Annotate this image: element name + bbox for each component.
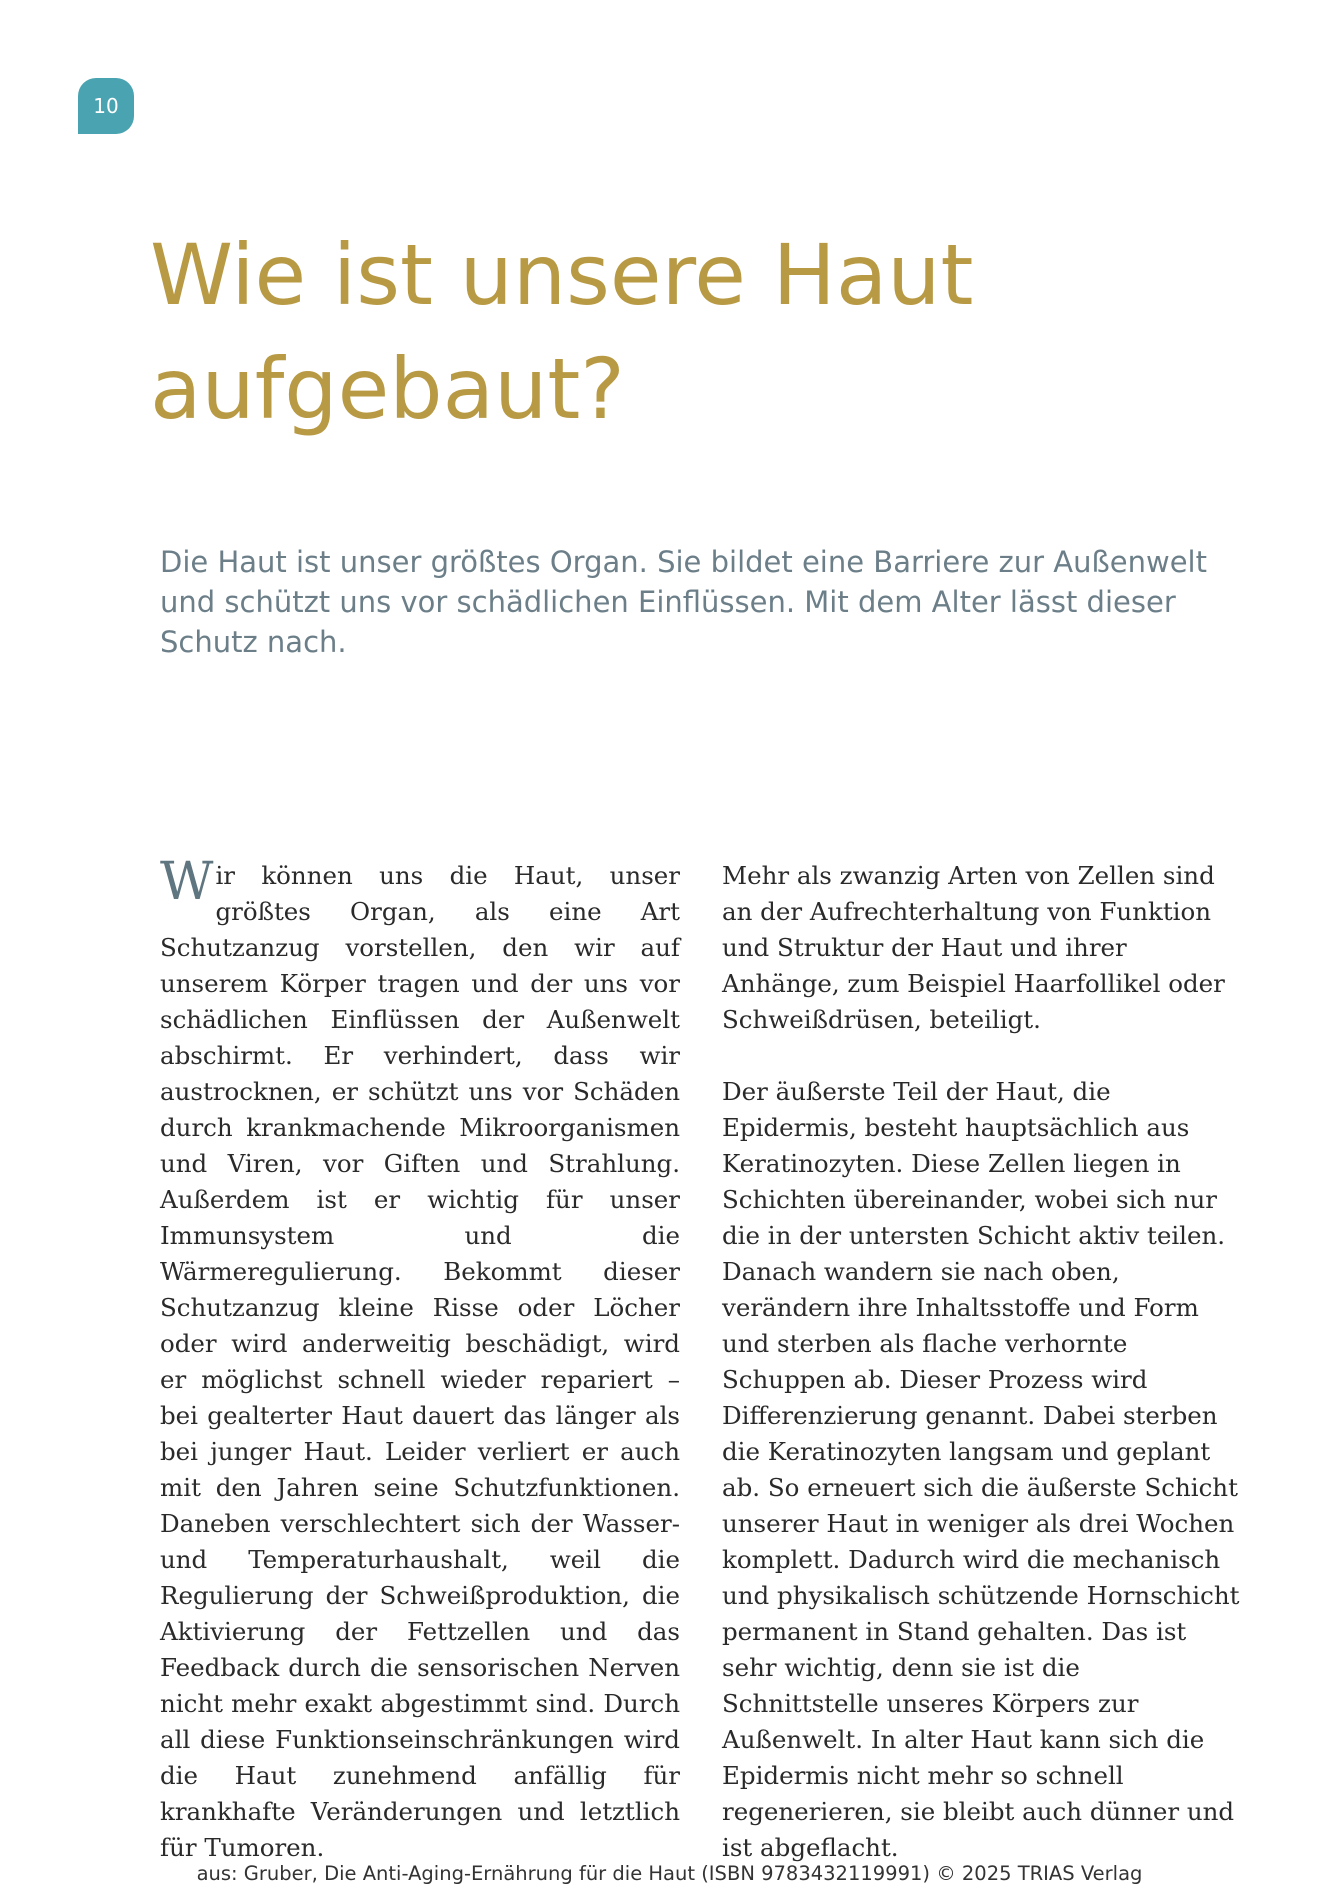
left-column [160,852,680,1866]
drop-cap: W [160,852,214,912]
footer-citation: aus: Gruber, Die Anti-Aging-Ernährung für die Haut (ISBN 9783432119991) © 2025 TRIAS Verlag [196,1862,1143,1885]
left-column-text: ir können uns die Haut, unser größtes Organ, als eine Art Schutzanzug vorstellen, den wir auf unserem Körper tragen und der uns vor schädlichen Einflüssen der Außenwelt abschirmt. Er verhindert, dass wir austrocknen, er schützt uns vor Schäden durch krankmachende Mikroorganismen und Viren, vor Giften und Strahlung. Außerdem ist er wichtig für unser Immunsystem und die Wärmeregulierung. Bekommt dieser Schutzanzug kleine Risse oder Löcher oder wird anderweitig beschädigt, wird er möglichst schnell wieder repariert – bei gealterter Haut dauert das länger als bei junger Haut. Leider verliert er auch mit den Jahren seine Schutzfunktionen. Daneben verschlechtert sich der Wasser- und Temperaturhaushalt, weil die Regulierung der Schweißproduktion, die Aktivierung der Fettzellen und das Feedback durch die sensorischen Nerven nicht mehr exakt abgestimmt sind. Durch all diese Funktionseinschränkungen wird die Haut zunehmend anfällig für krankhafte Veränderungen und letztlich für Tumoren. [160,861,680,1862]
page-number-badge [78,78,134,134]
left-column-paragraph [160,852,680,1866]
lead-paragraph: Die Haut ist unser größtes Organ. Sie bildet eine Barriere zur Außenwelt und schützt uns vor schädlichen Einflüssen. Mit dem Alter lässt dieser Schutz nach. [160,545,1207,659]
right-column-paragraph-2: Der äußerste Teil der Haut, die Epidermis, besteht hauptsächlich aus Keratinozyten. Diese Zellen liegen in Schichten übereinander, wobei sich nur die in der untersten Schicht aktiv teilen. Danach wandern sie nach oben, verändern ihre Inhaltsstoffe und Form und sterben als flache verhornte Schuppen ab. Dieser Prozess wird Differenzierung genannt. Dabei sterben die Keratinozyten langsam und geplant ab. So erneuert sich die äußerste Schicht unserer Haut in weniger als drei Wochen komplett. Dadurch wird die mechanisch und physikalisch schützende Hornschicht permanent in Stand gehalten. Das ist sehr wichtig, denn sie ist die Schnittstelle unseres Körpers zur Außenwelt. In alter Haut kann sich die Epidermis nicht mehr so schnell regenerieren, sie bleibt auch dünner und ist abgeflacht. [722,1077,1240,1862]
right-column [722,858,1242,1866]
right-column-paragraph-1: Mehr als zwanzig Arten von Zellen sind an der Aufrechterhaltung von Funktion und Struktur der Haut und ihrer Anhänge, zum Beispiel Haarfollikel oder Schweißdrüsen, beteiligt. [722,861,1225,1034]
page-number: 10 [93,94,119,118]
page-title: Wie ist unsere Haut aufgebaut? [150,226,974,438]
